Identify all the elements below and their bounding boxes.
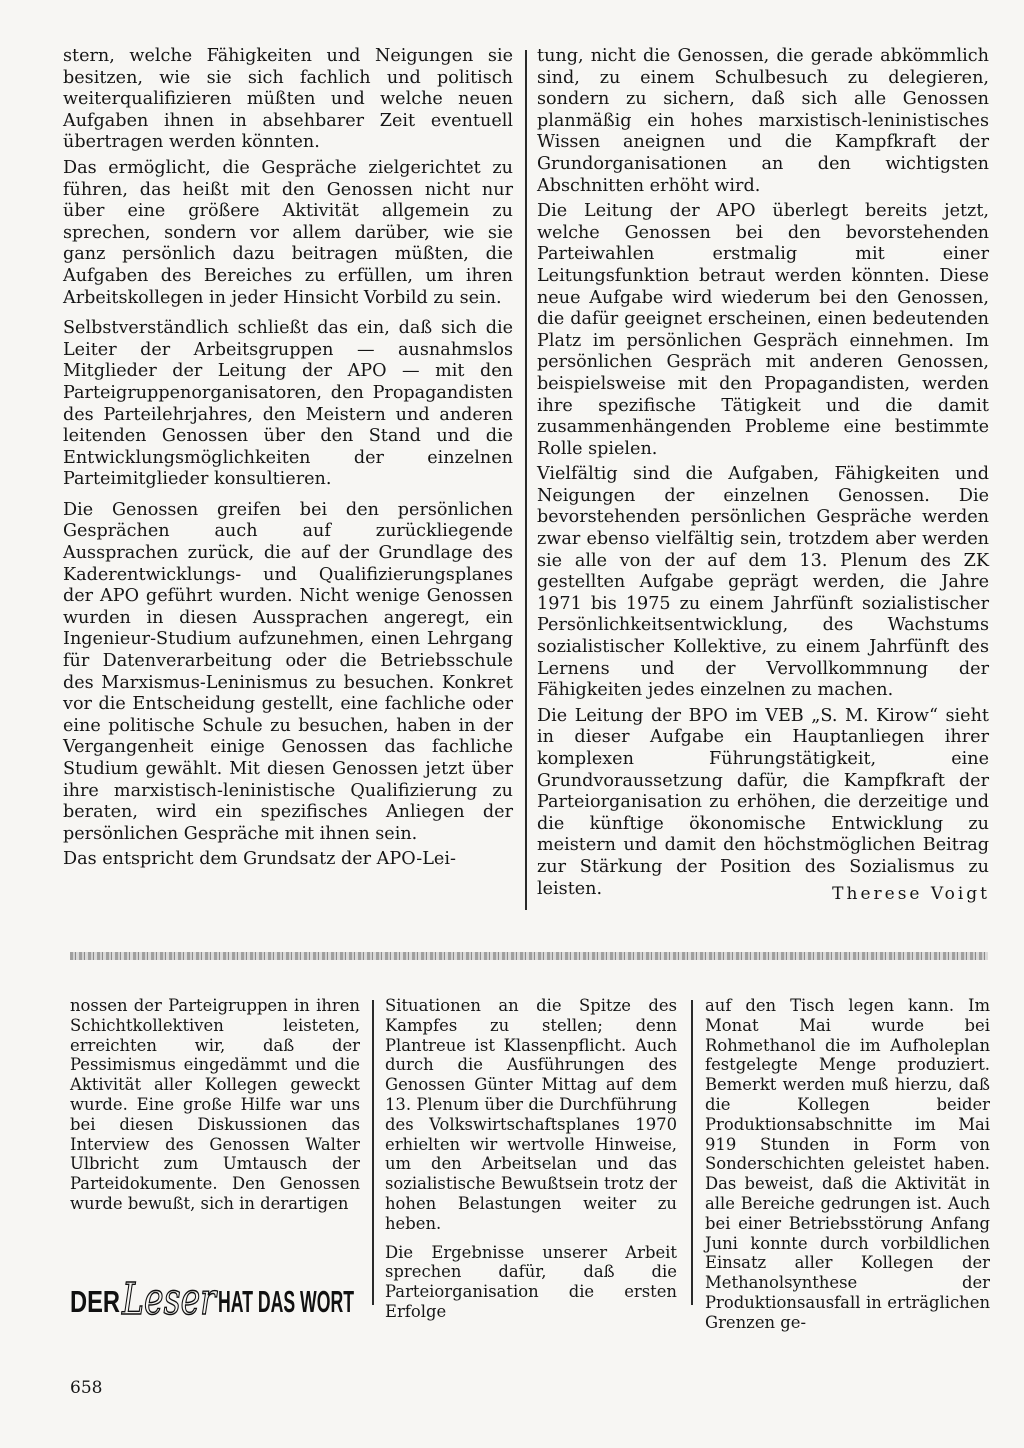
paragraph: Die Ergebnisse unserer Arbeit sprechen dafür, daß die Parteiorganisation die ersten Erfolge [385, 1242, 677, 1321]
logo-text-leser: Leser [121, 1274, 219, 1325]
letters-column-1 [70, 996, 360, 1223]
article-column-2 [537, 46, 989, 909]
paragraph: Situationen an die Spitze des Kampfes zu stellen; denn Plantreue ist Klassenpflicht. Auch durch die Ausführungen des Genossen Günter Mittag auf dem 13. Plenum über die Durchführung des Volkswirtschaftsplanes 1970 erhielten wir wertvolle Hinweise, um den Arbeitselan und das sozialistische Bewußtsein trotz der hohen Belastungen weiter zu heben. [385, 996, 677, 1233]
letters-column-3 [705, 996, 990, 1342]
paragraph: Die Genossen greifen bei den persönlichen Gesprächen auch auf zurückliegende Aussprachen zurück, die auf der Grundlage des Kaderentwicklungs- und Qualifizierungsplanes der APO geführt wurden. Nicht wenige Genossen wurden in diesen Aussprachen angeregt, ein Ingenieur-Studium aufzunehmen, einen Lehrgang für Datenverarbeitung oder die Betriebsschule des Marxismus-Leninismus zu besuchen. Konkret vor die Entscheidung gestellt, eine fachliche oder eine politische Schule zu besuchen, haben in der Vergangenheit einige Genossen das fachliche Studium gewählt. Mit diesen Genossen jetzt über ihre marxistisch-leninistische Qualifizierung zu beraten, wird ein spezifisches Anliegen der persönlichen Gespräche mit ihnen sein. [63, 499, 513, 844]
paragraph: stern, welche Fähigkeiten und Neigungen sie besitzen, wie sie sich fachlich und politisch weiterqualifizieren müßten und welche neuen Aufgaben ihnen in absehbarer Zeit eventuell übertragen werden könnten. [63, 46, 513, 153]
paragraph: Die Leitung der APO überlegt bereits jetzt, welche Genossen bei den bevorstehenden Parteiwahlen erstmalig mit einer Leitungsfunktion betraut werden könnten. Diese neue Aufgabe wird wiederum bei den Genossen, die dafür geeignet erscheinen, einen bedeutenden Platz im persönlichen Gespräch einnehmen. Im persönlichen Gespräch mit anderen Genossen, beispielsweise mit den Propagandisten, werden ihre spezifische Tätigkeit und die damit zusammenhängenden Probleme eine bestimmte Rolle spielen. [537, 201, 989, 459]
paragraph: tung, nicht die Genossen, die gerade abkömmlich sind, zu einem Schulbesuch zu delegieren, sondern zu sichern, daß sich alle Genossen planmäßig ein hohes marxistisch-leninistisches Wissen aneignen und die Kampfkraft der Grundorganisationen an den wichtigsten Abschnitten erhöht wird. [537, 46, 989, 196]
section-divider [70, 952, 988, 960]
column-divider [372, 1000, 374, 1305]
article-column-1 [63, 46, 513, 880]
leser-hat-das-wort-logo [68, 1268, 358, 1328]
paragraph: auf den Tisch legen kann. Im Monat Mai wurde bei Rohmethanol die im Aufholeplan festgelegte Menge produziert. Bemerkt werden muß hierzu, daß die Kollegen beider Produktionsabschnitte im Mai 919 Stunden in Form von Sonderschichten geleistet haben. Das beweist, daß die Aktivität in alle Bereiche gedrungen ist. Auch bei einer Betriebsstörung Anfang Juni konnte durch vorbildlichen Einsatz aller Kollegen der Methanolsynthese der Produktionsausfall in erträglichen Grenzen ge- [705, 996, 990, 1332]
column-divider [525, 50, 527, 910]
paragraph: Selbstverständlich schließt das ein, daß sich die Leiter der Arbeitsgruppen — ausnahmslos Mitglieder der Leitung der APO — mit den Parteigruppenorganisatoren, den Propagandisten des Parteilehrjahres, den Meistern und anderen leitenden Genossen über den Stand und die Entwicklungsmöglichkeiten der einzelnen Parteimitglieder konsultieren. [63, 318, 513, 490]
paragraph: nossen der Parteigruppen in ihren Schichtkollektiven leisteten, erreichten wir, daß der Pessimismus eingedämmt und die Aktivität aller Kollegen geweckt wurde. Eine große Hilfe war uns bei diesen Diskussionen das Interview des Genossen Walter Ulbricht zum Umtausch der Parteidokumente. Den Genossen wurde bewußt, sich in derartigen [70, 996, 360, 1213]
column-divider [691, 1000, 693, 1305]
author-signature: Therese Voigt [832, 884, 990, 904]
logo-text-der: DER [70, 1284, 120, 1319]
letters-column-2 [385, 996, 677, 1331]
logo-text-hat-das-wort: HAT DAS WORT [218, 1284, 355, 1319]
page-number: 658 [70, 1378, 103, 1398]
paragraph: Das ermöglicht, die Gespräche zielgerichtet zu führen, das heißt mit den Genossen nicht nur über eine größere Aktivität allgemein zu sprechen, sondern vor allem darüber, wie sie ganz persönlich dazu beitragen müßten, die Aufgaben des Bereiches zu erfüllen, um ihren Arbeitskollegen in jeder Hinsicht Vorbild zu sein. [63, 157, 513, 308]
paragraph: Die Leitung der BPO im VEB „S. M. Kirow“ sieht in dieser Aufgabe ein Hauptanliegen ihrer komplexen Führungstätigkeit, eine Grundvoraussetzung dafür, die Kampfkraft der Parteiorganisation zu erhöhen, die derzeitige und die künftige ökonomische Entwicklung zu meistern und damit den höchstmöglichen Beitrag zur Stärkung der Position des Sozialismus zu leisten. [537, 705, 989, 899]
paragraph: Vielfältig sind die Aufgaben, Fähigkeiten und Neigungen der einzelnen Genossen. Die bevorstehenden persönlichen Gespräche werden zwar ebenso vielfältig sein, trotzdem aber werden sie alle von der auf dem 13. Plenum des ZK gestellten Aufgabe geprägt werden, die Jahre 1971 bis 1975 zu einem Jahrfünft sozialistischer Persönlichkeitsentwicklung, des Wachstums sozialistischer Kollektive, zu einem Jahrfünft des Lernens und der Vervollkommnung der Fähigkeiten jedes einzelnen zu machen. [537, 464, 989, 701]
paragraph: Das entspricht dem Grundsatz der APO-Lei- [63, 849, 456, 870]
